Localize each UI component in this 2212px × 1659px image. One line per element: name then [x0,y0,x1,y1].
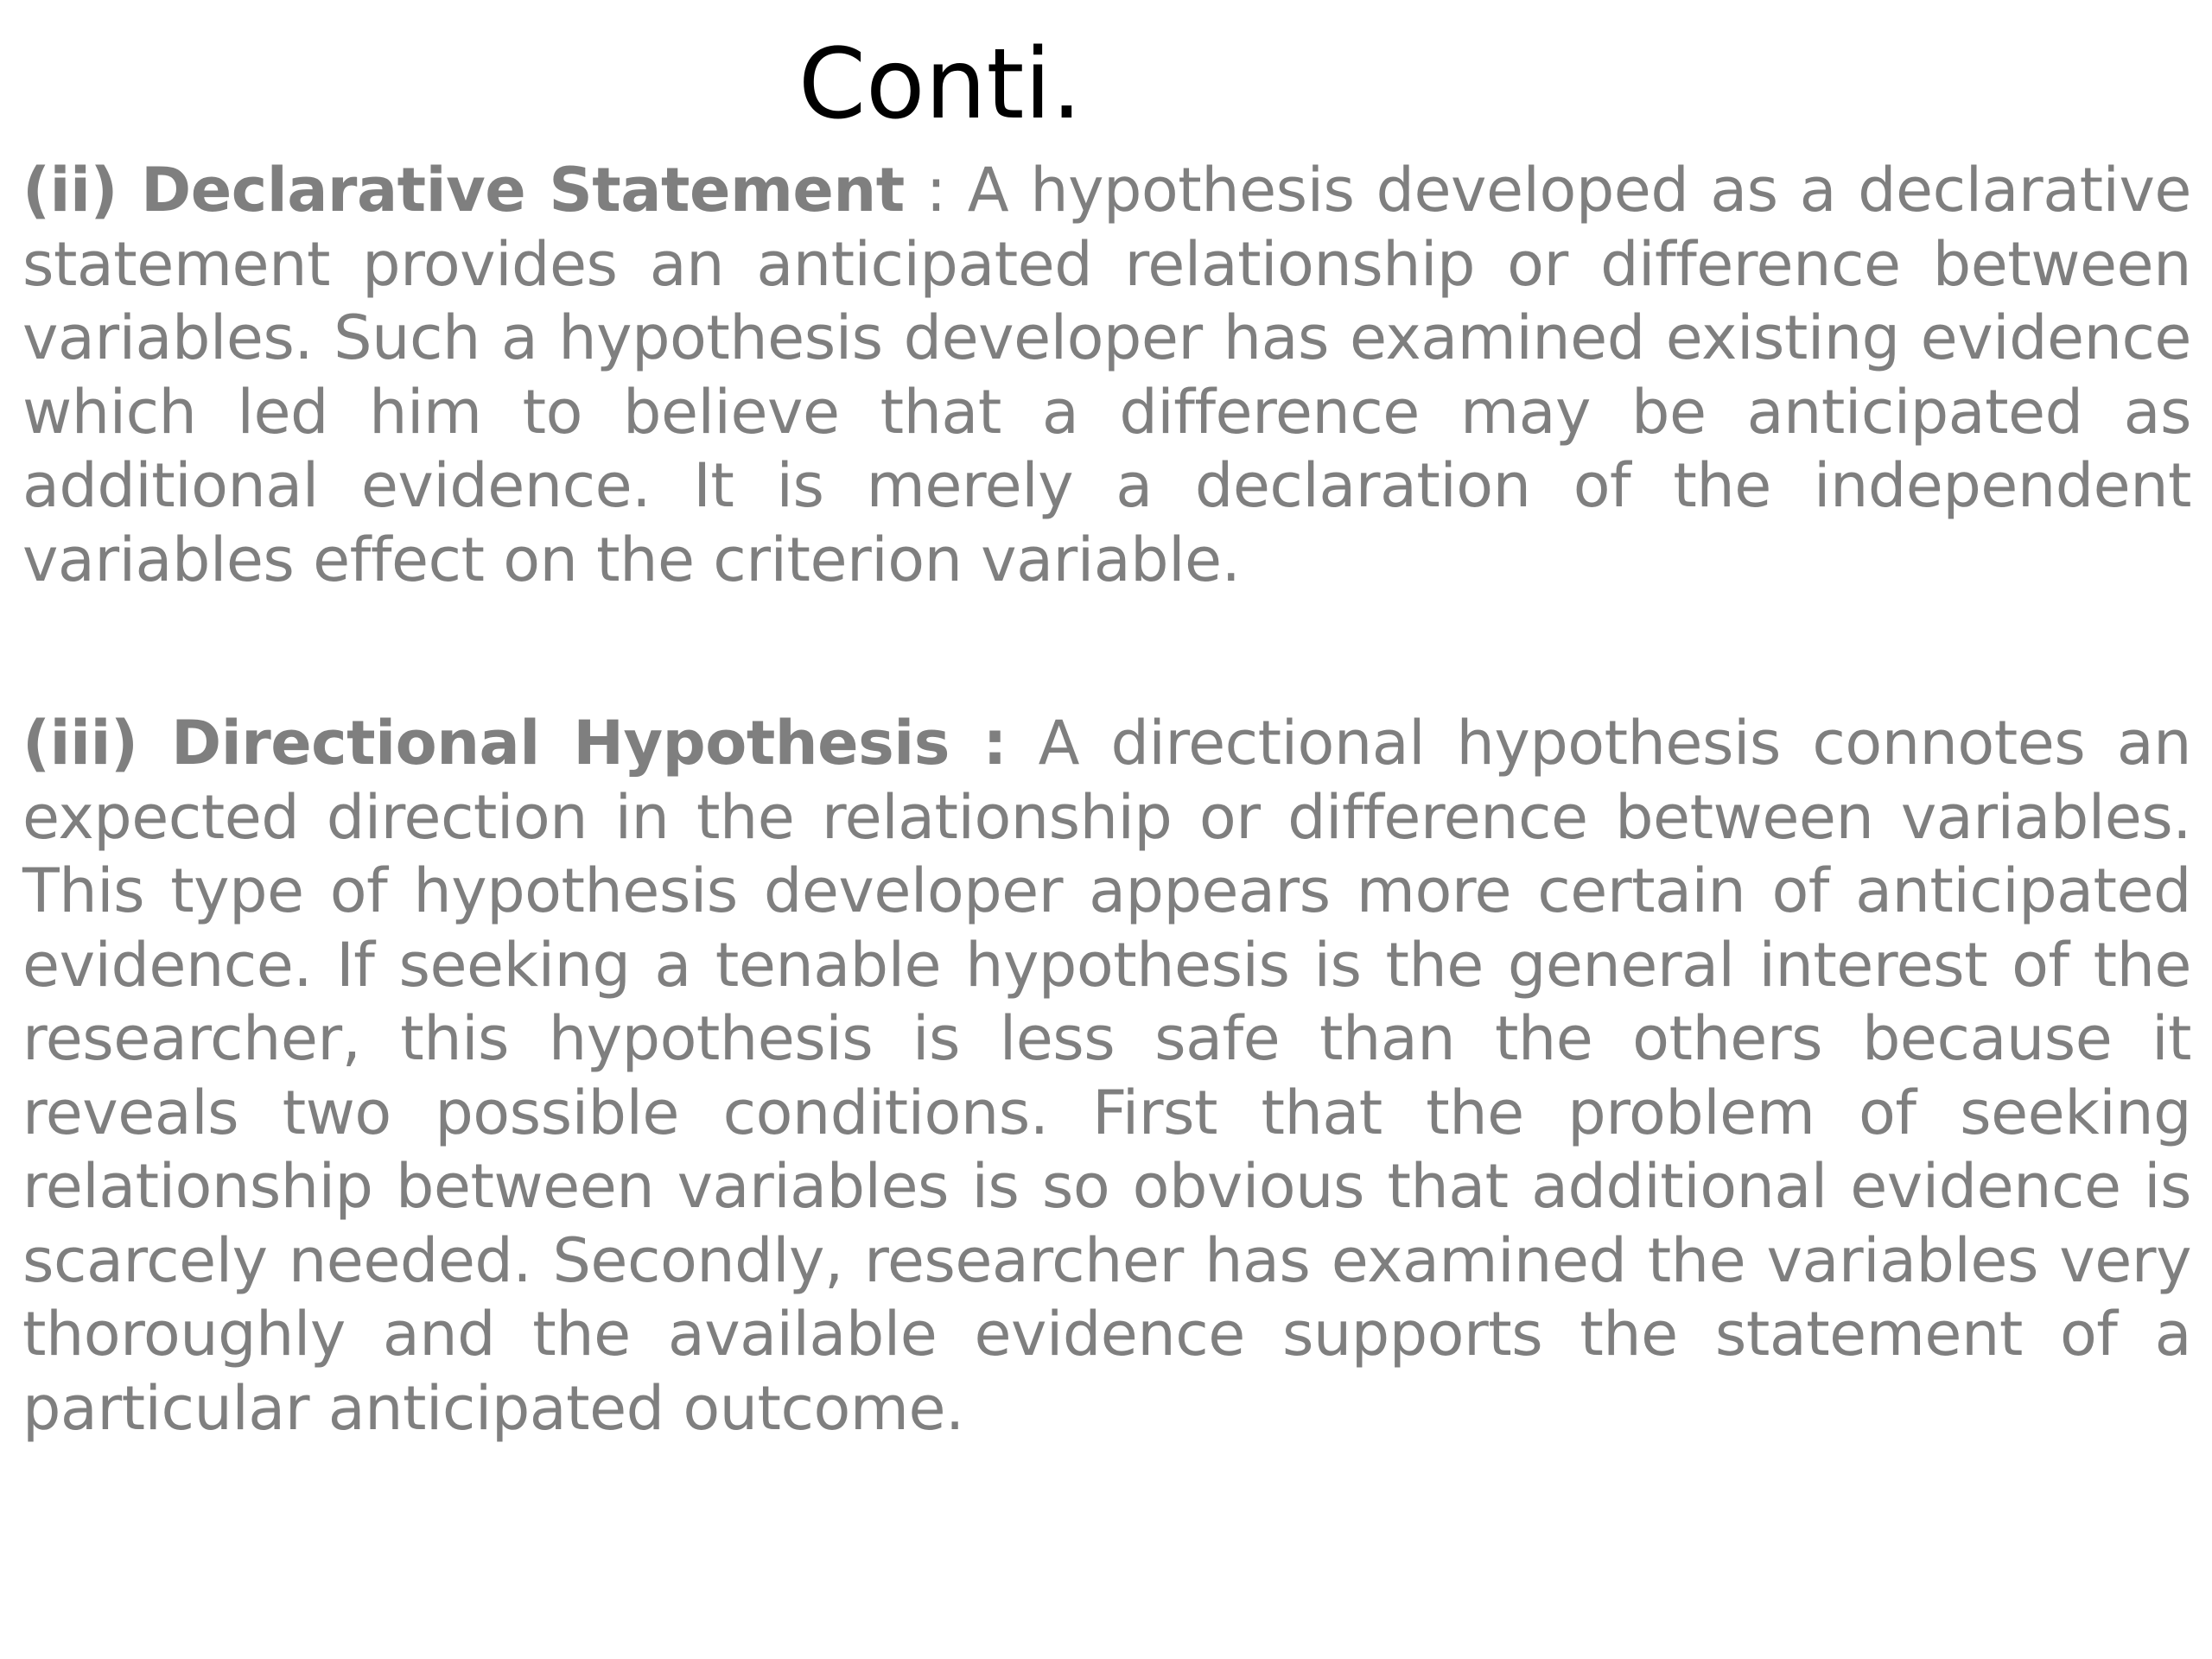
paragraph-directional-hypothesis [22,707,2191,1446]
term-directional-hypothesis: (iii) Directional Hypothesis : [22,708,1007,779]
paragraph-text: A hypothesis developed as a declarative statement provides an anticipated relationship or difference between variables. Such a hypothesis developer has examined existing evidence which led him to believe that a difference may be anticipated as additional evidence. It is merely a declaration of the independent variables effect on the criterion variable. [22,155,2191,595]
slide-title: Conti. [798,29,1083,141]
term-separator: : [904,155,968,226]
paragraph-text: A directional hypothesis connotes an expected direction in the relationship or difference between variables. This type of hypothesis developer appears more certain of anticipated evidence. If seeking a tenable hypothesis is the general interest of the researcher, this hypothesis is less safe than the others because it reveals two possible conditions. First that the problem of seeking relationship between variables is so obvious that additional evidence is scarcely needed. Secondly, researcher has examined the variables very thoroughly and the available evidence supports the statement of a particular anticipated outcome. [22,708,2191,1444]
paragraph-declarative-statement [22,154,2191,597]
term-declarative-statement: (ii) Declarative Statement [22,155,905,226]
term-separator [1007,708,1039,779]
